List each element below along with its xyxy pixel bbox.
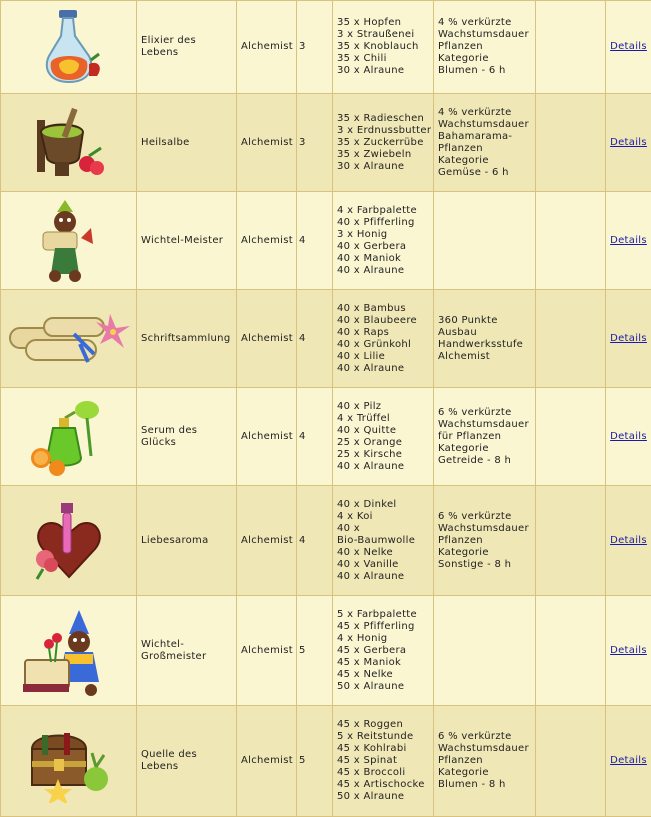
recipe-job: Alchemist [237, 706, 297, 817]
details-cell [606, 706, 651, 817]
ingredient-line: 40 x Lilie [337, 351, 429, 363]
gnome-grandmaster-icon [19, 604, 119, 698]
recipe-effect: 4 % verkürzte Wachstumsdauer Pflanzen Kategorie Blumen - 6 h [434, 1, 536, 94]
recipe-level: 4 [297, 486, 333, 596]
ingredient-line: 40 x Grünkohl [337, 339, 429, 351]
ingredient-line: 35 x Knoblauch [337, 41, 429, 53]
recipe-image-cell [1, 706, 137, 817]
empty-cell [536, 596, 606, 706]
details-link[interactable]: Details [610, 755, 647, 766]
ingredient-line: 45 x Nelke [337, 669, 429, 681]
details-link[interactable]: Details [610, 137, 647, 148]
ingredient-line: 45 x Roggen [337, 719, 429, 731]
recipe-job: Alchemist [237, 290, 297, 388]
table-row [1, 94, 651, 192]
ingredient-line: 40 x [337, 523, 429, 535]
details-link[interactable]: Details [610, 235, 647, 246]
recipe-job: Alchemist [237, 1, 297, 94]
recipe-level: 4 [297, 388, 333, 486]
recipe-image-cell [1, 596, 137, 706]
ingredient-line: 45 x Pfifferling [337, 621, 429, 633]
ingredient-line: 4 x Farbpalette [337, 205, 429, 217]
ingredient-line: 40 x Maniok [337, 253, 429, 265]
ingredient-line: 35 x Zwiebeln [337, 149, 429, 161]
ingredient-line: 50 x Alraune [337, 791, 429, 803]
table-row [1, 1, 651, 94]
ingredient-line: 35 x Radieschen [337, 113, 429, 125]
ingredient-line: 40 x Gerbera [337, 241, 429, 253]
details-link[interactable]: Details [610, 535, 647, 546]
ingredient-line: 45 x Maniok [337, 657, 429, 669]
recipe-effect: 6 % verkürzte Wachstumsdauer Pflanzen Kategorie Blumen - 8 h [434, 706, 536, 817]
recipe-effect: 360 Punkte Ausbau Handwerksstufe Alchemist [434, 290, 536, 388]
ingredient-line: 25 x Kirsche [337, 449, 429, 461]
ingredient-line: 40 x Dinkel [337, 499, 429, 511]
treasure-chest-icon [24, 719, 114, 803]
recipe-job: Alchemist [237, 388, 297, 486]
recipe-level: 3 [297, 94, 333, 192]
empty-cell [536, 94, 606, 192]
recipe-name: Quelle des Lebens [137, 706, 237, 817]
gnome-master-icon [29, 198, 109, 284]
recipe-image-cell [1, 94, 137, 192]
recipe-effect: 6 % verkürzte Wachstumsdauer für Pflanzen Kategorie Getreide - 8 h [434, 388, 536, 486]
ingredient-line: 40 x Alraune [337, 571, 429, 583]
elixier-potion-bottle-icon [29, 6, 109, 88]
recipe-name: Wichtel-Großmeister [137, 596, 237, 706]
recipe-ingredients [333, 1, 434, 94]
recipe-effect: 6 % verkürzte Wachstumsdauer Pflanzen Kategorie Sonstige - 8 h [434, 486, 536, 596]
ingredient-line: 30 x Alraune [337, 161, 429, 173]
ingredient-line: 40 x Vanille [337, 559, 429, 571]
ingredient-line: 3 x Erdnussbutter [337, 125, 429, 137]
recipe-job: Alchemist [237, 192, 297, 290]
ingredient-line: 45 x Artischocke [337, 779, 429, 791]
recipe-effect [434, 192, 536, 290]
recipe-name: Wichtel-Meister [137, 192, 237, 290]
ingredient-line: 4 x Koi [337, 511, 429, 523]
ingredient-line: 45 x Gerbera [337, 645, 429, 657]
ingredient-line: 45 x Broccoli [337, 767, 429, 779]
recipe-effect [434, 596, 536, 706]
ingredient-line: 40 x Nelke [337, 547, 429, 559]
recipe-level: 4 [297, 192, 333, 290]
ingredient-line: 40 x Blaubeere [337, 315, 429, 327]
empty-cell [536, 706, 606, 817]
recipe-image-cell [1, 486, 137, 596]
recipe-level: 5 [297, 596, 333, 706]
recipe-name: Liebesaroma [137, 486, 237, 596]
details-cell [606, 94, 651, 192]
ingredient-line: 40 x Bambus [337, 303, 429, 315]
ingredient-line: 4 x Honig [337, 633, 429, 645]
table-row [1, 290, 651, 388]
empty-cell [536, 1, 606, 94]
ingredient-line: 45 x Kohlrabi [337, 743, 429, 755]
ingredient-line: 30 x Alraune [337, 65, 429, 77]
table-row [1, 706, 651, 817]
recipe-ingredients [333, 290, 434, 388]
perfume-serum-icon [27, 396, 111, 478]
ingredient-line: 40 x Alraune [337, 363, 429, 375]
details-cell [606, 290, 651, 388]
details-link[interactable]: Details [610, 41, 647, 52]
scroll-collection-icon [4, 304, 134, 374]
empty-cell [536, 388, 606, 486]
table-row [1, 596, 651, 706]
table-row [1, 388, 651, 486]
recipe-ingredients [333, 94, 434, 192]
details-cell [606, 596, 651, 706]
recipe-image-cell [1, 192, 137, 290]
recipe-effect: 4 % verkürzte Wachstumsdauer Bahamarama-Pflanzen Kategorie Gemüse - 6 h [434, 94, 536, 192]
recipe-job: Alchemist [237, 596, 297, 706]
ingredient-line: 50 x Alraune [337, 681, 429, 693]
recipe-image-cell [1, 1, 137, 94]
ingredient-line: 40 x Raps [337, 327, 429, 339]
recipe-image-cell [1, 290, 137, 388]
recipe-ingredients [333, 192, 434, 290]
details-link[interactable]: Details [610, 431, 647, 442]
recipe-image-cell [1, 388, 137, 486]
details-cell [606, 486, 651, 596]
recipe-ingredients [333, 486, 434, 596]
ingredient-line: 40 x Pilz [337, 401, 429, 413]
empty-cell [536, 486, 606, 596]
ingredient-line: 3 x Honig [337, 229, 429, 241]
details-cell [606, 388, 651, 486]
empty-cell [536, 290, 606, 388]
mortar-pestle-icon [29, 102, 109, 184]
heart-potion-icon [29, 499, 109, 583]
ingredient-line: 40 x Pfifferling [337, 217, 429, 229]
details-link[interactable]: Details [610, 333, 647, 344]
ingredient-line: 5 x Farbpalette [337, 609, 429, 621]
recipe-name: Elixier des Lebens [137, 1, 237, 94]
recipe-ingredients [333, 388, 434, 486]
recipe-name: Serum des Glücks [137, 388, 237, 486]
ingredient-line: 25 x Orange [337, 437, 429, 449]
details-cell [606, 192, 651, 290]
ingredient-line: Bio-Baumwolle [337, 535, 429, 547]
recipe-ingredients [333, 596, 434, 706]
details-link[interactable]: Details [610, 645, 647, 656]
recipe-level: 3 [297, 1, 333, 94]
ingredient-line: 40 x Alraune [337, 265, 429, 277]
recipe-job: Alchemist [237, 94, 297, 192]
ingredient-line: 40 x Quitte [337, 425, 429, 437]
ingredient-line: 35 x Zuckerrübe [337, 137, 429, 149]
recipe-name: Schriftsammlung [137, 290, 237, 388]
ingredient-line: 3 x Straußenei [337, 29, 429, 41]
recipe-name: Heilsalbe [137, 94, 237, 192]
recipe-ingredients [333, 706, 434, 817]
ingredient-line: 4 x Trüffel [337, 413, 429, 425]
ingredient-line: 40 x Alraune [337, 461, 429, 473]
ingredient-line: 35 x Chili [337, 53, 429, 65]
ingredient-line: 35 x Hopfen [337, 17, 429, 29]
empty-cell [536, 192, 606, 290]
details-cell [606, 1, 651, 94]
recipe-level: 5 [297, 706, 333, 817]
table-row [1, 486, 651, 596]
recipe-job: Alchemist [237, 486, 297, 596]
recipe-level: 4 [297, 290, 333, 388]
ingredient-line: 45 x Spinat [337, 755, 429, 767]
ingredient-line: 5 x Reitstunde [337, 731, 429, 743]
table-row [1, 192, 651, 290]
